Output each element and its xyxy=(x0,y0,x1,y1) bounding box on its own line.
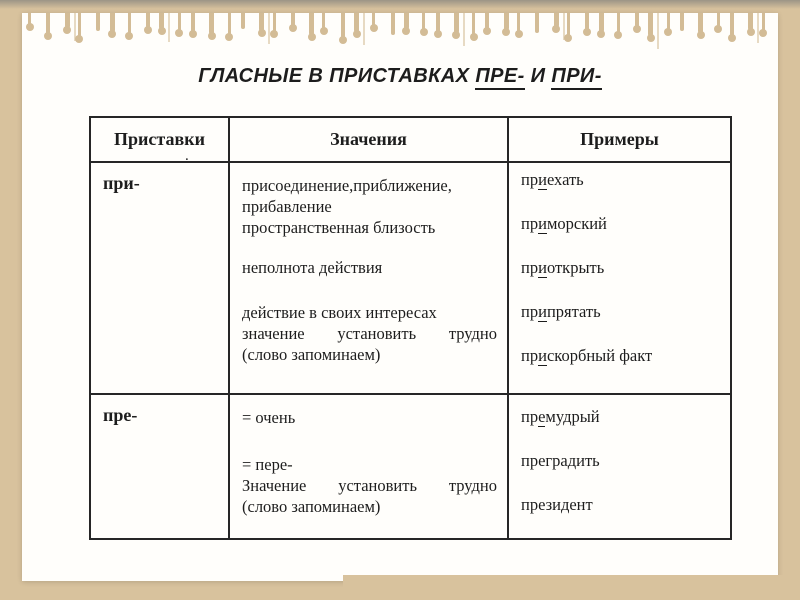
meaning-line: присоединение,приближение, xyxy=(242,176,452,195)
underlined-letter: и xyxy=(538,170,547,189)
example-word: приехать xyxy=(521,170,584,189)
justified-word: установить xyxy=(338,476,417,495)
stray-period-mark: . xyxy=(185,148,189,164)
title-underlined-pri: ПРИ- xyxy=(551,65,601,90)
example-word: приоткрыть xyxy=(521,258,605,277)
examples-cell-pre xyxy=(508,394,731,539)
example-word: премудрый xyxy=(521,407,600,426)
meaning-justified-line xyxy=(242,323,497,344)
prefix-label: пре- xyxy=(103,405,138,425)
prefix-label: при- xyxy=(103,173,140,193)
meaning-line: прибавление xyxy=(242,197,332,216)
title-text: ГЛАСНЫЕ В ПРИСТАВКАХ xyxy=(198,65,476,87)
meanings-cell-pri xyxy=(229,162,508,394)
underlined-letter: и xyxy=(538,214,547,233)
example-word: припрятать xyxy=(521,302,601,321)
meaning-line: (слово запоминаем) xyxy=(242,345,381,364)
justified-word: значение xyxy=(242,324,305,343)
examples-cell-pri xyxy=(508,162,731,394)
column-header-examples: Примеры xyxy=(508,117,731,162)
notepad-paper xyxy=(22,13,778,581)
meaning-line: = пере- xyxy=(242,455,293,474)
justified-word: трудно xyxy=(448,324,497,343)
prefix-cell-pre xyxy=(90,394,229,539)
prefix-cell-pri xyxy=(90,162,229,394)
prefix-table xyxy=(89,116,732,540)
example-word: преградить xyxy=(521,451,600,470)
column-header-prefixes: Приставки xyxy=(90,117,229,162)
example-word: приморский xyxy=(521,214,607,233)
justified-word: трудно xyxy=(448,476,497,495)
paper-bottom-unevenness xyxy=(343,575,800,587)
justified-word: Значение xyxy=(242,476,307,495)
meaning-line: действие в своих интересах xyxy=(242,303,437,322)
title-underlined-pre: ПРЕ- xyxy=(475,65,524,90)
meanings-cell-pre xyxy=(229,394,508,539)
meaning-line: пространственная близость xyxy=(242,218,436,237)
example-word: президент xyxy=(521,495,593,514)
underlined-letter: е xyxy=(538,407,546,426)
underlined-letter: и xyxy=(538,258,547,277)
underlined-letter: и xyxy=(538,302,547,321)
photo-top-edge xyxy=(0,0,800,9)
meaning-line: неполнота действия xyxy=(242,258,383,277)
meaning-justified-line xyxy=(242,475,497,496)
justified-word: установить xyxy=(337,324,417,343)
meaning-line: = очень xyxy=(242,408,296,427)
underlined-letter: и xyxy=(538,346,547,365)
torn-edge-decoration xyxy=(22,13,778,59)
title-text: И xyxy=(524,65,552,87)
table-row-pre xyxy=(90,394,731,539)
column-header-meanings: Значения xyxy=(229,117,508,162)
page-title xyxy=(22,65,778,88)
example-word: прискорбный факт xyxy=(521,346,653,365)
table-row-pri xyxy=(90,162,731,394)
meaning-line: (слово запоминаем) xyxy=(242,497,381,516)
